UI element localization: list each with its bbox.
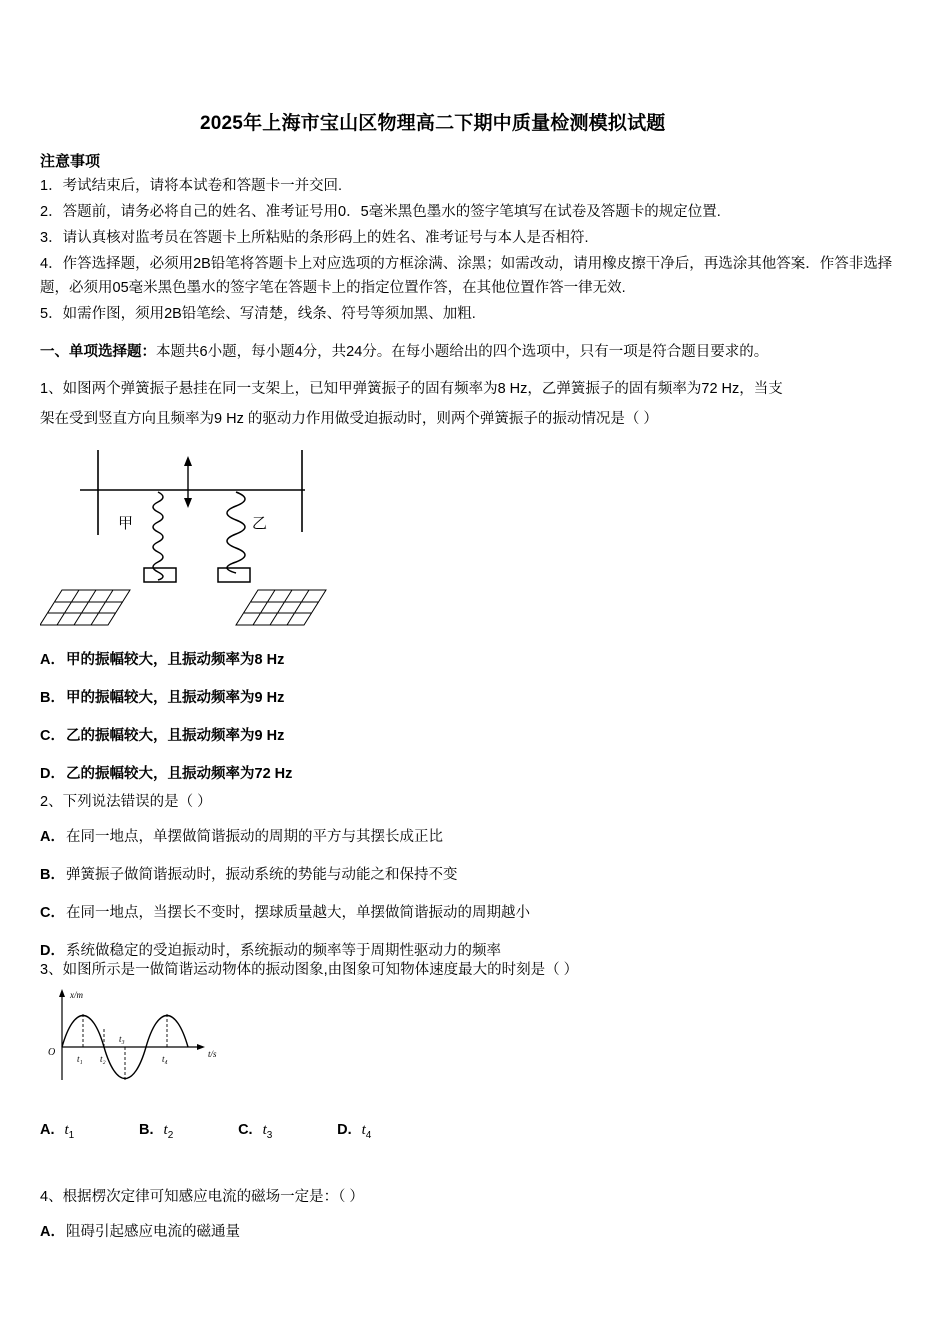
question-4-stem-text: 根据楞次定律可知感应电流的磁场一定是：（ ）	[62, 1189, 364, 1205]
question-3-options	[40, 1122, 540, 1141]
question-3-number: 3、	[40, 962, 63, 978]
option-label: B.	[139, 1122, 154, 1138]
question-1-stem-line2: 架在受到竖直方向且频率为9 Hz 的驱动力作用做受迫振动时，则两个弹簧振子的振动情况是（ ）	[40, 411, 658, 427]
option-text: t	[64, 1122, 69, 1138]
section-heading	[40, 341, 915, 363]
figure-2-tick-t1: t₁	[77, 1054, 83, 1064]
question-1-option-d	[40, 762, 640, 783]
question-3-option-b	[139, 1122, 234, 1141]
option-text: 弹簧振子做简谐振动时，振动系统的势能与动能之和保持不变	[66, 867, 458, 883]
notice-list	[40, 174, 915, 328]
option-sub: 1	[68, 1129, 75, 1141]
option-text: t	[163, 1122, 168, 1138]
option-sub: 4	[365, 1129, 372, 1141]
question-2-options	[40, 825, 840, 977]
question-1-number: 1、	[40, 381, 63, 397]
option-text: 甲的振幅较大，且振动频率为8 Hz	[66, 652, 285, 668]
option-text: 乙的振幅较大，且振动频率为72 Hz	[66, 766, 293, 782]
notice-item: 1．考试结束后，请将本试卷和答题卡一并交回.	[40, 178, 343, 194]
section-heading-bold: 一、单项选择题：	[40, 344, 156, 360]
figure-1-label-right: 乙	[252, 515, 268, 532]
option-label: A.	[40, 1122, 55, 1138]
option-label: A．	[40, 829, 65, 845]
notice-heading: 注意事项	[40, 153, 101, 170]
option-label: C．	[40, 728, 65, 744]
figure-2-tick-t4: t₄	[162, 1054, 168, 1064]
notice-item: 2．答题前，请务必将自己的姓名、准考证号用0．5毫米黑色墨水的签字笔填写在试卷及答题卡的规定位置.	[40, 204, 721, 220]
option-label: A．	[40, 1224, 65, 1240]
figure-oscillation-graph	[40, 985, 270, 1100]
question-4-stem	[40, 1185, 364, 1206]
notice-item: 5．如需作图，须用2B铅笔绘、写清楚，线条、符号等须加黑、加粗.	[40, 306, 476, 322]
question-2-option-a	[40, 825, 840, 846]
option-text: 系统做稳定的受迫振动时，系统振动的频率等于周期性驱动力的频率	[66, 943, 501, 959]
option-label: B．	[40, 867, 65, 883]
question-1-stem	[40, 374, 920, 434]
section-heading-rest: 本题共6小题，每小题4分，共24分。在每小题给出的四个选项中，只有一项是符合题目要求的。	[156, 344, 769, 360]
question-1-option-a	[40, 648, 640, 669]
option-label: D．	[40, 943, 65, 959]
question-3-option-a	[40, 1122, 135, 1141]
question-2-number: 2、	[40, 794, 63, 810]
question-1-option-c	[40, 724, 640, 745]
question-4-option-a	[40, 1220, 240, 1241]
question-1-options	[40, 648, 640, 800]
question-4-options	[40, 1220, 240, 1241]
option-label: A．	[40, 652, 65, 668]
option-label: D．	[40, 766, 65, 782]
question-3-option-d	[337, 1122, 432, 1141]
page-title: 2025年上海市宝山区物理高二下期中质量检测模拟试题	[200, 113, 666, 134]
question-1-stem-line1: 如图两个弹簧振子悬挂在同一支架上，已知甲弹簧振子的固有频率为8 Hz，乙弹簧振子的固有频率为72 Hz，当支	[62, 381, 783, 397]
option-text: t	[361, 1122, 366, 1138]
option-text: t	[262, 1122, 267, 1138]
figure-2-origin-label: O	[48, 1047, 56, 1058]
option-label: C.	[238, 1122, 253, 1138]
figure-spring-oscillators	[40, 440, 380, 635]
option-label: B．	[40, 690, 65, 706]
figure-2-tick-t2: t₂	[100, 1054, 106, 1064]
question-2-option-b	[40, 863, 840, 884]
question-2-option-c	[40, 901, 840, 922]
notice-item: 3．请认真核对监考员在答题卡上所粘贴的条形码上的姓名、准考证号与本人是否相符.	[40, 230, 589, 246]
option-label: C．	[40, 905, 65, 921]
option-sub: 2	[167, 1129, 174, 1141]
option-text: 在同一地点，当摆长不变时，摆球质量越大，单摆做简谐振动的周期越小	[66, 905, 530, 921]
notice-item: 4．作答选择题，必须用2B铅笔将答题卡上对应选项的方框涂满、涂黑；如需改动，请用橡皮擦干净后，再选涂其他答案．作答非选择题，必须用05毫米黑色墨水的签字笔在答题卡上的指定位置作答，在其他位置作答一律无效.	[40, 256, 893, 296]
option-text: 阻碍引起感应电流的磁通量	[66, 1224, 240, 1240]
question-2-stem	[40, 790, 212, 811]
question-3-stem	[40, 958, 578, 979]
question-3-stem-text: 如图所示是一做简谐运动物体的振动图象,由图象可知物体速度最大的时刻是（ ）	[62, 962, 579, 978]
question-2-option-d	[40, 939, 840, 960]
figure-2-x-label: t/s	[208, 1049, 217, 1059]
option-text: 在同一地点，单摆做简谐振动的周期的平方与其摆长成正比	[66, 829, 443, 845]
question-2-stem-text: 下列说法错误的是（ ）	[62, 794, 212, 810]
question-4-number: 4、	[40, 1189, 63, 1205]
figure-2-svg	[40, 985, 270, 1100]
figure-2-tick-t3: t₃	[119, 1034, 125, 1044]
option-text: 乙的振幅较大，且振动频率为9 Hz	[66, 728, 285, 744]
option-text: 甲的振幅较大，且振动频率为9 Hz	[66, 690, 285, 706]
option-label: D.	[337, 1122, 352, 1138]
figure-1-label-left: 甲	[118, 515, 134, 532]
question-1-option-b	[40, 686, 640, 707]
question-3-option-c	[238, 1122, 333, 1141]
figure-1-svg	[40, 440, 380, 635]
option-sub: 3	[266, 1129, 273, 1141]
figure-2-y-label: x/m	[70, 990, 83, 1000]
